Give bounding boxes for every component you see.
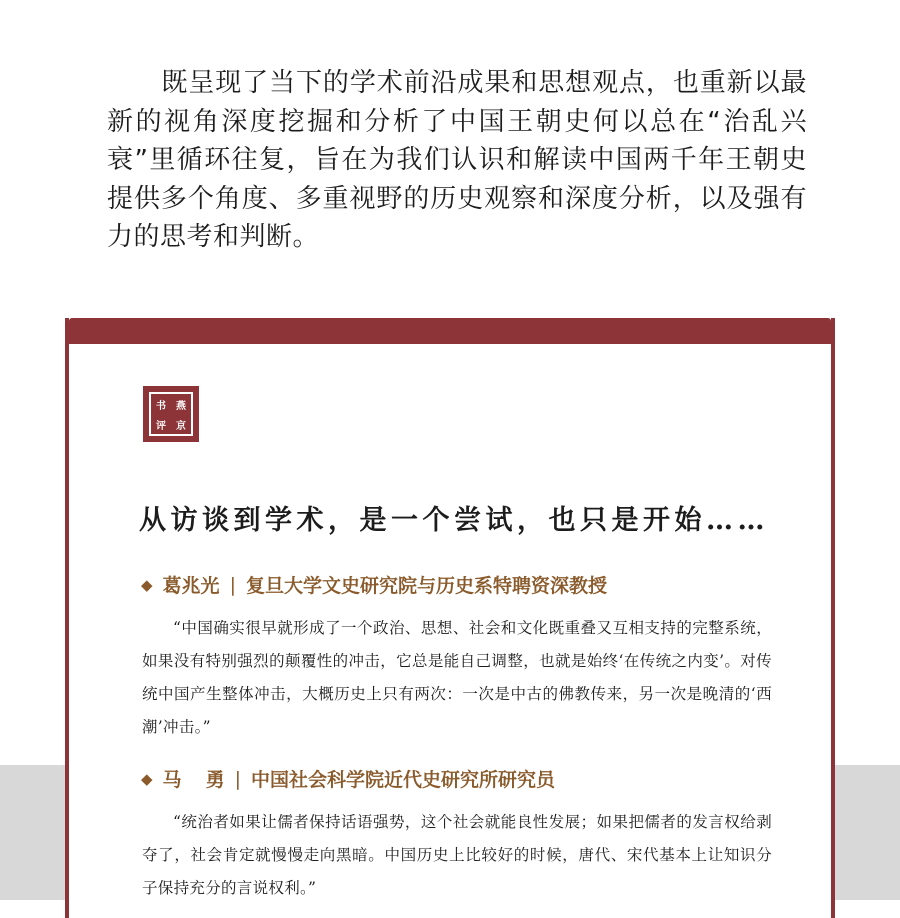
seal-char: 评 — [156, 420, 166, 432]
person-name-second: 勇 — [205, 769, 225, 791]
person-line-ma-yong — [141, 765, 555, 792]
seal-char: 燕 — [176, 400, 186, 412]
person-title: 复旦大学文史研究院与历史系特聘资深教授 — [245, 575, 607, 597]
seal-char: 书 — [156, 400, 166, 412]
name-separator: | — [229, 573, 236, 596]
quote-ma-yong — [142, 806, 772, 905]
diamond-bullet-icon: ◆ — [141, 575, 153, 594]
person-title: 中国社会科学院近代史研究所研究员 — [250, 769, 555, 791]
person-line-ge-zhaoguang — [141, 571, 607, 598]
seal-char: 京 — [176, 420, 186, 432]
person-name: 葛兆光 — [162, 575, 220, 597]
card-headline: 从访谈到学术，是一个尝试，也只是开始…… — [139, 505, 769, 536]
quote-text: “中国确实很早就形成了一个政治、思想、社会和文化既重叠又互相支持的完整系统，如果没有特别强烈的颠覆性的冲击，它总是能自己调整，也就是始终‘在传统之内变’。对传统中国产生整体冲击，大概历史上只有两次：一次是中古的佛教传来，另一次是晚清的‘西潮’冲击。” — [142, 619, 772, 736]
quote-card — [65, 318, 835, 918]
yanjing-book-review-seal-logo — [143, 386, 199, 442]
intro-paragraph — [107, 64, 807, 257]
intro-text: 既呈现了当下的学术前沿成果和思想观点，也重新以最新的视角深度挖掘和分析了中国王朝史何以总在“治乱兴衰”里循环往复，旨在为我们认识和解读中国两千年王朝史提供多个角度、多重视野的历史观察和深度分析，以及强有力的思考和判断。 — [107, 68, 807, 252]
quote-ge-zhaoguang — [142, 612, 772, 744]
diamond-bullet-icon: ◆ — [141, 769, 153, 788]
person-name-first: 马 — [162, 769, 182, 791]
card-top-bar — [69, 318, 831, 344]
quote-text: “统治者如果让儒者保持话语强势，这个社会就能良性发展；如果把儒者的发言权给剥夺了，社会肯定就慢慢走向黑暗。中国历史上比较好的时候，唐代、宋代基本上让知识分子保持充分的言说权利。” — [142, 813, 772, 897]
name-separator: | — [234, 767, 241, 790]
